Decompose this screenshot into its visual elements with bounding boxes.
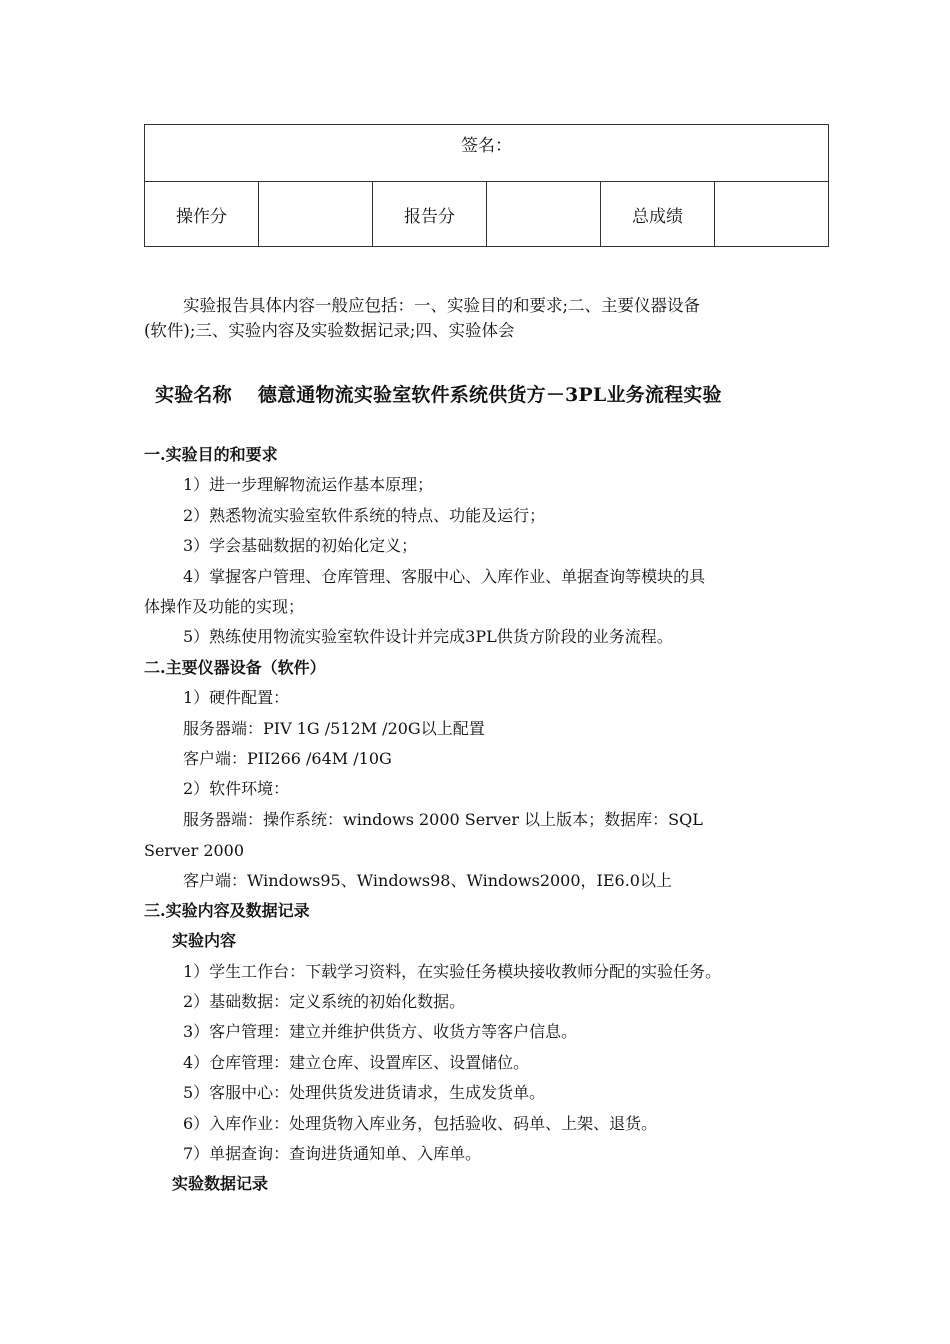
signature-cell: 签名： [145, 125, 829, 182]
content-item-4: 4）仓库管理：建立仓库、设置库区、设置储位。 [183, 1053, 530, 1072]
section1-item-5: 5）熟练使用物流实验室软件设计并完成3PL供货方阶段的业务流程。 [183, 627, 673, 646]
section1-heading: 一.实验目的和要求 [144, 445, 278, 464]
content-heading: 实验内容 [172, 931, 237, 950]
total-score-label: 总成绩 [601, 182, 715, 247]
section1-item-1: 1）进一步理解物流运作基本原理； [183, 475, 434, 494]
content-item-2: 2）基础数据：定义系统的初始化数据。 [183, 992, 466, 1011]
client-hardware: 客户端：PII266 /64M /10G [183, 749, 392, 768]
section3-heading: 三.实验内容及数据记录 [144, 901, 310, 920]
content-item-6: 6）入库作业：处理货物入库业务，包括验收、码单、上架、退货。 [183, 1114, 658, 1133]
experiment-title-label: 实验名称 [155, 384, 232, 406]
section1-item-4-cont: 体操作及功能的实现； [144, 597, 305, 616]
section1-item-4: 4）掌握客户管理、仓库管理、客服中心、入库作业、单据查询等模块的具 [183, 567, 706, 586]
content-item-5: 5）客服中心：处理供货发进货请求，生成发货单。 [183, 1083, 546, 1102]
experiment-title-name: 德意通物流实验室软件系统供货方－3PL业务流程实验 [257, 384, 722, 406]
section1-item-2: 2）熟悉物流实验室软件系统的特点、功能及运行； [183, 506, 546, 525]
report-score-label: 报告分 [373, 182, 487, 247]
intro-line-1: 实验报告具体内容一般应包括：一、实验目的和要求;二、主要仪器设备 [183, 296, 701, 315]
client-software: 客户端：Windows95、Windows98、Windows2000，IE6.0以上 [183, 871, 672, 890]
server-hardware: 服务器端：PIV 1G /512M /20G以上配置 [183, 719, 485, 738]
total-score-value [715, 182, 829, 247]
operation-score-label: 操作分 [145, 182, 259, 247]
content-item-1: 1）学生工作台：下载学习资料，在实验任务模块接收教师分配的实验任务。 [183, 962, 722, 981]
server-software-line-1: 服务器端：操作系统：windows 2000 Server 以上版本；数据库：SQL [183, 810, 703, 829]
intro-line-2: (软件);三、实验内容及实验数据记录;四、实验体会 [144, 321, 515, 340]
hardware-heading: 1）硬件配置： [183, 688, 290, 707]
score-table [144, 124, 829, 247]
experiment-title [155, 380, 722, 407]
record-heading: 实验数据记录 [172, 1174, 269, 1193]
content-item-3: 3）客户管理：建立并维护供货方、收货方等客户信息。 [183, 1022, 578, 1041]
operation-score-value [259, 182, 373, 247]
server-software-line-2: Server 2000 [144, 841, 245, 860]
software-heading: 2）软件环境： [183, 779, 290, 798]
report-score-value [487, 182, 601, 247]
section1-item-3: 3）学会基础数据的初始化定义； [183, 536, 418, 555]
section2-heading: 二.主要仪器设备（软件） [144, 658, 326, 677]
content-item-7: 7）单据查询：查询进货通知单、入库单。 [183, 1144, 482, 1163]
